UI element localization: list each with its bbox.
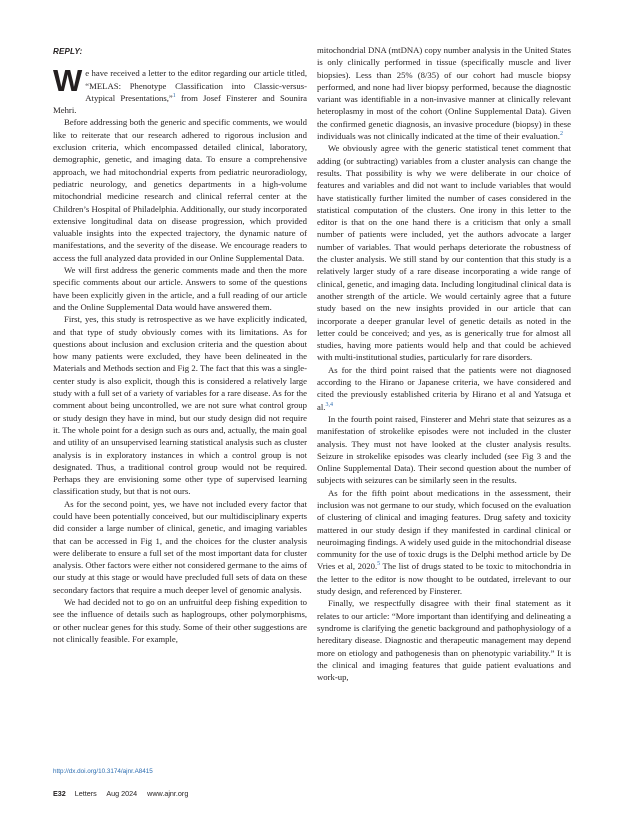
paragraph-text: mitochondrial DNA (mtDNA) copy number analysis in the United States is only clinically performed in tissue (specifically muscle and liver biopsies). Less than 25% (8/35) of our cohort had muscle biopsy performed, and none had liver biopsy performed, because the diagnostic variant was identifiable in a non-invasive manner at clinically relevant heteroplasmy in most of the cohort (Online Supplemental Data). Given the confirmed genetic diagnosis, an invasive procedure (biopsy) in these individuals was not clinically indicated at the time of their evaluation.	[317, 45, 571, 142]
page-footer	[53, 789, 196, 798]
reference-link[interactable]: 2	[559, 131, 563, 138]
paragraph: We will first address the generic comments made and then the more specific comments about our article. Answers to some of the questions have been explicitly given in the article, and a full reading of our article and the Online Supplemental Data would have answered them.	[53, 265, 307, 312]
paragraph-text: from Josef Finsterer and Sounira Mehri.	[53, 92, 307, 116]
reference-link[interactable]: 3,4	[325, 401, 333, 408]
reference-link[interactable]: 1	[172, 93, 176, 99]
paragraph: We had decided not to go on an unfruitful deep fishing expedition to see the influence of details such as haplogroups, other polymorphisms, or other nuclear genes for this study. Some of their other suggestions are not clinically feasible. For example,	[53, 597, 307, 644]
paragraph-text: The list of drugs stated to be toxic to mitochondria in the letter to the editor is now thought to be outdated, irrelevant to our study design, and referenced by Finsterer.	[317, 561, 571, 597]
paragraph: In the fourth point raised, Finsterer and Mehri state that seizures as a manifestation of strokelike episodes were not included in the cluster analysis. They must not have looked at the cluster analysis results. Seizure in strokelike episodes was clearly included (see Fig 3 and the Online Supplemental Data). Their second question about the number of subjects with seizures can be similarly seen in the results.	[317, 413, 571, 486]
paragraph-text: e have received a letter to the editor regarding our article titled, “MELAS: Phenotype Classification into Classic-versus-Atypical Presentations,”	[85, 68, 307, 103]
paragraph	[53, 63, 307, 116]
paragraph	[317, 44, 571, 142]
right-column	[317, 44, 571, 683]
paragraph-text: As for the third point raised that the patients were not diagnosed according to the Hirano or Japanese criteria, we have considered and cited the previously established criteria by Hirano et al and Yatsuga et al.	[317, 364, 571, 412]
reply-heading: REPLY:	[53, 47, 83, 56]
paragraph	[317, 487, 571, 598]
paragraph-text: As for the fifth point about medications in the assessment, their inclusion was not germane to our study, which focused on the evaluation of clustering of clinical and imaging features. Drug safety and toxicity mattered in our study design if they manifested in cardinal clinical or neuroimaging findings. A widely used guide in the mitochondrial disease community for the use of toxic drugs is the Delphi method article by De Vries et al, 2020.	[317, 487, 571, 572]
page-number: E32	[53, 789, 66, 798]
paragraph: As for the second point, yes, we have not included every factor that could have been potentially conceived, but our multidisciplinary experts did consider a large number of clinical, genetic, and imaging variables that can be accessed in Fig 1, and the choices for the cluster analysis were deliberate to ensure a full set of the most important data for cluster analysis. Other factors were either not considered germane to the aims of our study at this stage or would have precluded full sets of data on these secondary factors that require a much deeper level of genomic analysis.	[53, 498, 307, 595]
paragraph	[317, 364, 571, 413]
paragraph: Finally, we respectfully disagree with their final statement as it relates to our article: “More important than identifying and delineating a syndrome is clarifying the genetic background and pathophysiology of a hereditary disease. Diagnostic and therapeutic management may depend more on etiology and pathogenesis than on phenotypic variability.” It is the clinical and imaging features that guide patient evaluations and work-up,	[317, 598, 571, 683]
issue-date: Aug 2024	[106, 789, 138, 798]
paragraph: First, yes, this study is retrospective as we have explicitly indicated, and that type of study obviously comes with its limitations. As for questions about inclusion and exclusion criteria and the question about how many patients were excluded, they have been delineated in the Materials and Methods section and Fig 2. The fact that this was a single-center study is also explicit, though this is considered a relatively large study with a full set of a variety of variables for a rare disease. As for the comment about being uncontrolled, we are not sure what control group or study design they have in mind, but our study design did not require it. The whole point for a design such as ours and, actually, the main goal and utility of an unsupervised learning statistical analysis such as cluster analysis is in exploratory instances in which a control group is not designated. Thus, a traditional control group would not be required. Perhaps they are envisioning some other type of supervised learning classification study, but that is not ours.	[53, 314, 307, 497]
section-name: Letters	[74, 789, 97, 798]
paragraph: Before addressing both the generic and specific comments, we would like to reiterate that our research adhered to rigorous inclusion and exclusion criteria, which encompassed detailed clinical, laboratory, demographic, genetic, and imaging data. To ensure a comprehensive approach, we had mitochondrial experts from pediatric neuroradiology, pediatric neurology, and genetics departments in a high-volume mitochondrial medicine research and clinical referral center at the Children’s Hospital of Philadelphia. Additionally, our study incorporated extensive longitudinal data on disease progression, which provided valuable insights into the expected trajectory, the dynamic nature of manifestations, and the severity of the disease. We encourage readers to access the full analyzed data provided in our Online Supplemental Data.	[53, 117, 307, 263]
drop-cap: W	[53, 63, 83, 99]
left-column	[53, 46, 307, 645]
journal-website-link[interactable]: www.ajnr.org	[147, 789, 189, 798]
paragraph: We obviously agree with the generic statistical tenet comment that adding (or subtracting) variables from a cluster analysis can change the results. That possibility is why we were deliberate in our choice of features and variables and did not want to include variables that would have statistically further limited the number of cases considered in the statistical computation of the clusters. One irony in this letter to the editor is that on the one hand there is a criticism that only a small number of patients were included, yet the authors advocate a larger number of variables. That would perhaps deteriorate the robustness of the cluster analysis. We still stand by our contention that this study is a relatively larger study of a rare disease incorporating a wide range of clinical, genetic, and imaging data. Including longitudinal clinical data is another strength of the article. We would certainly agree that a future study based on the new insights provided in our article that can incorporate a deeper granular level of genetic details as noted in the letter could be conceived; and yes, as is generically true for almost all studies, having more patients would help and that could be achieved with multi-institutional studies, particularly for rare disorders.	[317, 143, 571, 363]
doi-link[interactable]: http://dx.doi.org/10.3174/ajnr.A8415	[53, 768, 153, 775]
reference-link[interactable]: 5	[377, 561, 381, 568]
